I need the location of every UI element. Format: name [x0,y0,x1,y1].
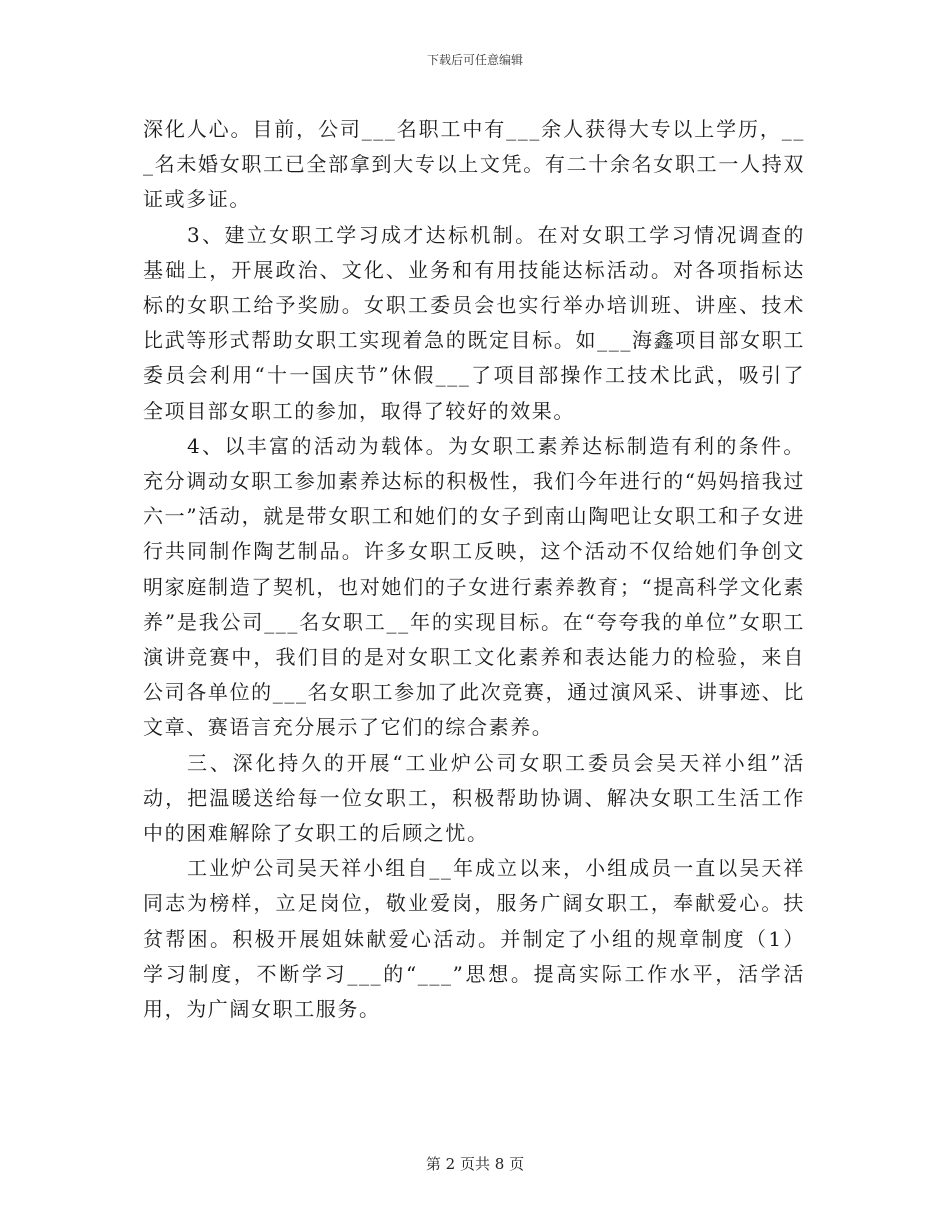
paragraph-group-intro: 工业炉公司吴天祥小组自__年成立以来，小组成员一直以吴天祥同志为榜样，立足岗位，敬业爱岗，服务广阔女职工，奉献爱心。扶贫帮困。积极开展姐妹献爱心活动。并制定了小组的规章制度（1）学习制度，不断学习___的“___”思想。提高实际工作水平，活学活用，为广阔女职工服务。 [143,856,805,1022]
document-body [143,112,805,1027]
paragraph-continuation: 深化人心。目前，公司___名职工中有___余人获得大专以上学历，___名未婚女职工已全部拿到大专以上文凭。有二十余名女职工一人持双证或多证。 [143,117,805,212]
paragraph-item-3: 3、建立女职工学习成才达标机制。在对女职工学习情况调查的基础上，开展政治、文化、业务和有用技能达标活动。对各项指标达标的女职工给予奖励。女职工委员会也实行举办培训班、讲座、技术比武等形式帮助女职工实现着急的既定目标。如___海鑫项目部女职工委员会利用“十一国庆节”休假___了项目部操作工技术比武，吸引了全项目部女职工的参加，取得了较好的效果。 [143,222,805,423]
page-header: 下载后可任意编辑 [426,53,523,67]
paragraph-item-4: 4、以丰富的活动为载体。为女职工素养达标制造有利的条件。充分调动女职工参加素养达标的积极性，我们今年进行的“妈妈揞我过六一”活动，就是带女职工和她们的女子到南山陶吧让女职工和子女进行共同制作陶艺制品。许多女职工反映，这个活动不仅给她们争创文明家庭制造了契机，也对她们的子女进行素养教育；“提高科学文化素养”是我公司___名女职工__年的实现目标。在“夸夸我的单位”女职工演讲竞赛中，我们目的是对女职工文化素养和表达能力的检验，来自公司各单位的___名女职工参加了此次竞赛，通过演风采、讲事迹、比文章、赛语言充分展示了它们的综合素养。 [143,433,805,740]
paragraph-section-3: 三、深化持久的开展“工业炉公司女职工委员会吴天祥小组”活动，把温暖送给每一位女职工，积极帮助协调、解决女职工生活工作中的困难解除了女职工的后顾之忧。 [143,750,805,846]
page-footer: 第 2 页共 8 页 [425,1155,525,1173]
